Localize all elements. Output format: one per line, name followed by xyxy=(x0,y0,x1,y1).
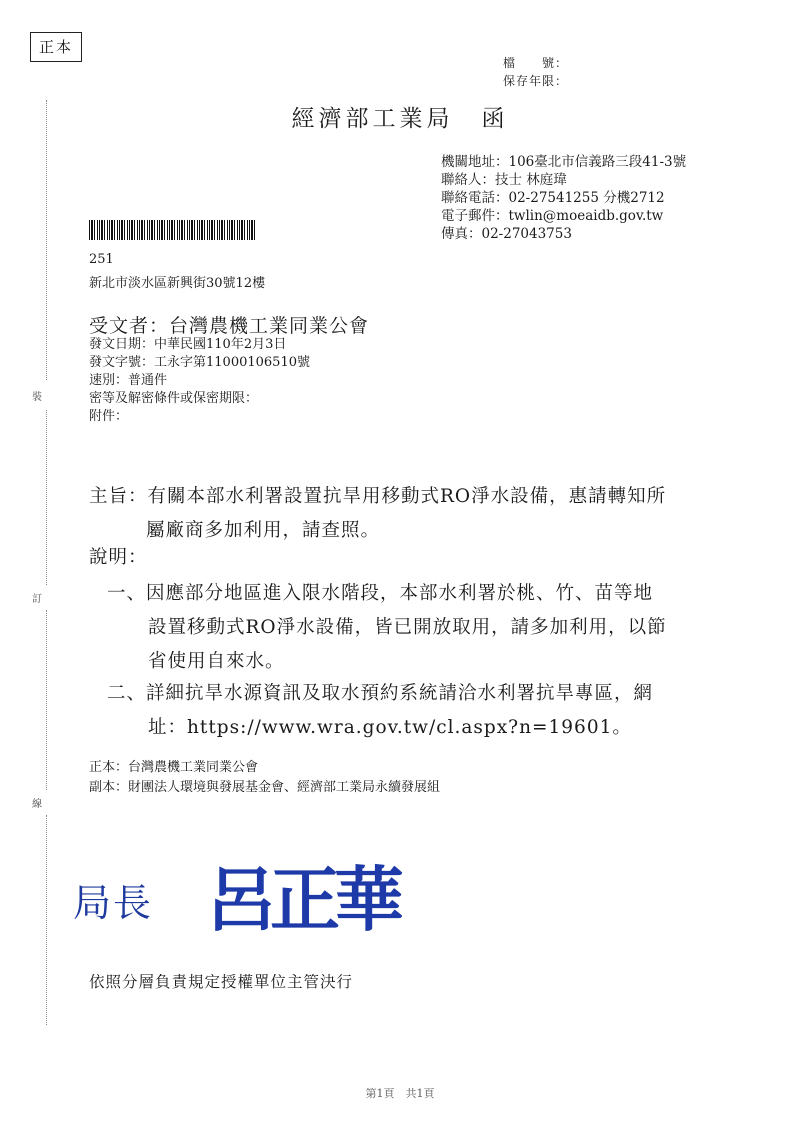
urgency: 速別：普通件 xyxy=(89,373,168,388)
director-signature: 呂正華 xyxy=(206,858,398,941)
contact-fax: 傳真：02-27043753 xyxy=(441,226,572,242)
explanation-item-2-line-1: 二、詳細抗旱水源資訊及取水預約系統請洽水利署抗旱專區，網 xyxy=(107,683,654,704)
recipient: 受文者：台灣農機工業同業公會 xyxy=(89,315,370,337)
binding-dotted-line xyxy=(46,410,47,585)
subject xyxy=(89,480,666,548)
postal-barcode xyxy=(89,220,257,240)
page-footer: 第1頁 共1頁 xyxy=(365,1087,435,1100)
original-copy-stamp: 正本 xyxy=(30,32,82,62)
contact-phone: 聯絡電話：02-27541255 分機2712 xyxy=(441,190,665,206)
binding-mark-zhuang: 裝 xyxy=(32,392,42,403)
attachments: 附件： xyxy=(89,409,129,424)
classification: 密等及解密條件或保密期限： xyxy=(89,391,259,406)
contact-address: 機關地址：106臺北市信義路三段41-3號 xyxy=(441,154,687,170)
explanation-item-2-line-2: 址：https://www.wra.gov.tw/cl.aspx?n=19601。 xyxy=(148,717,632,738)
explanation-item-1 xyxy=(107,577,667,679)
contact-email: 電子郵件：twlin@moeaidb.gov.tw xyxy=(441,208,664,224)
binding-mark-ding: 訂 xyxy=(32,594,42,605)
explanation-item-2 xyxy=(107,677,653,745)
issue-number: 發文字號：工永字第11000106510號 xyxy=(89,355,310,370)
retention-label: 保存年限： xyxy=(502,74,568,88)
director-title: 局長 xyxy=(73,881,154,925)
binding-dotted-line xyxy=(46,100,47,380)
subject-line-1: 主旨：有關本部水利署設置抗旱用移動式RO淨水設備，惠請轉知所 xyxy=(89,486,667,507)
subject-line-2: 屬廠商多加利用，請查照。 xyxy=(146,520,381,541)
explanation-item-1-line-2: 設置移動式RO淨水設備，皆已開放取用，請多加利用，以節 xyxy=(148,617,667,638)
contact-person: 聯絡人：技士 林庭瑋 xyxy=(441,172,567,188)
original-recipients: 正本：台灣農機工業同業公會 xyxy=(89,760,259,775)
delegation-note: 依照分層負責規定授權單位主管決行 xyxy=(89,973,354,991)
binding-dotted-line xyxy=(46,610,47,790)
binding-dotted-line xyxy=(46,815,47,1025)
mailing-address: 新北市淡水區新興街30號12樓 xyxy=(89,276,266,291)
document-title xyxy=(0,100,800,133)
document-type: 函 xyxy=(481,106,509,132)
issue-date: 發文日期：中華民國110年2月3日 xyxy=(89,337,287,352)
explanation-label: 說明： xyxy=(89,547,148,568)
explanation-item-1-line-1: 一、因應部分地區進入限水階段，本部水利署於桃、竹、苗等地 xyxy=(107,583,654,604)
copy-recipients: 副本：財團法人環境與發展基金會、經濟部工業局永續發展組 xyxy=(89,780,441,795)
explanation-item-1-line-3: 省使用自來水。 xyxy=(148,651,285,672)
file-number-label: 檔 號： xyxy=(502,56,568,70)
binding-mark-xian: 線 xyxy=(32,799,42,810)
issuing-org: 經濟部工業局 xyxy=(291,106,454,132)
postal-zip: 251 xyxy=(89,252,114,267)
